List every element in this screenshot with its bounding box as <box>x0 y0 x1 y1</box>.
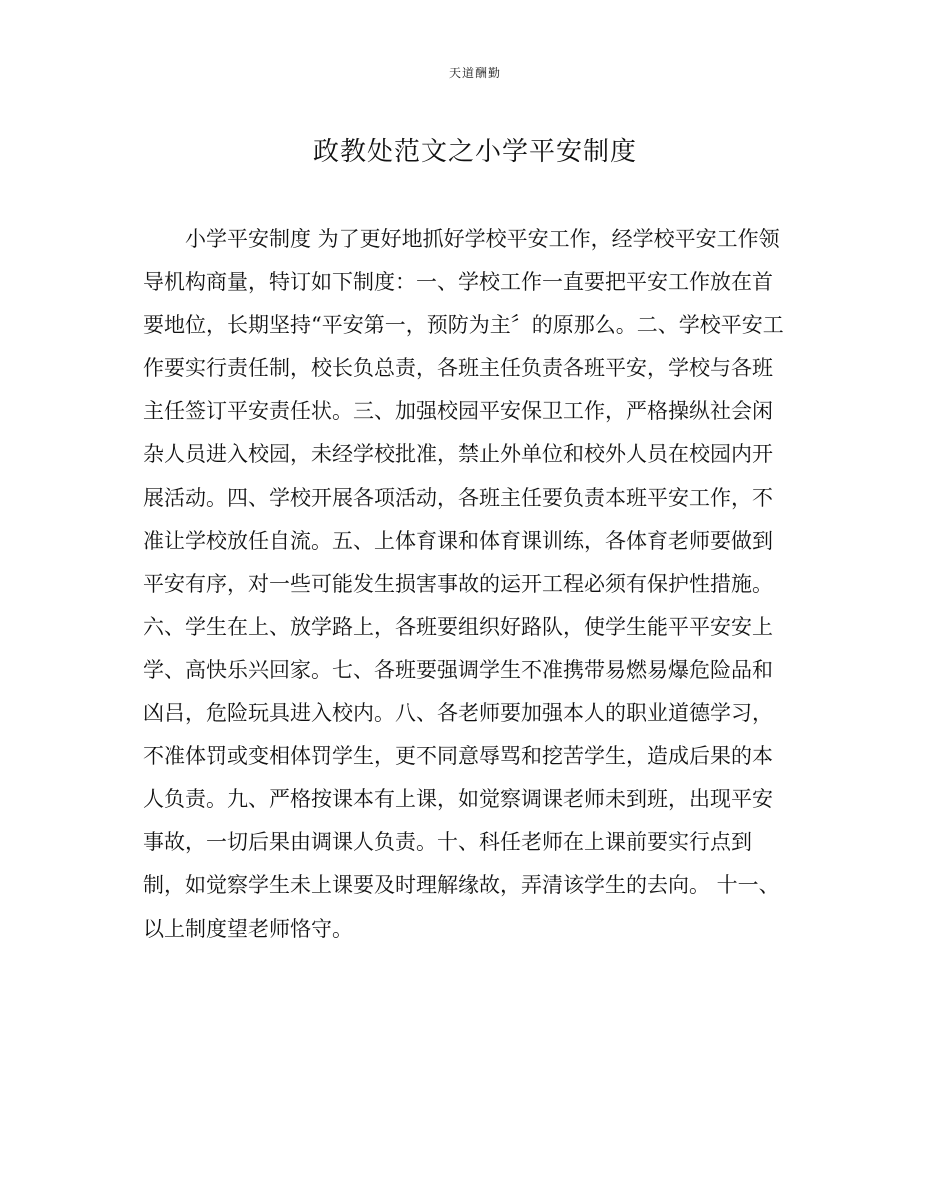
body-line: 制，如觉察学生未上课要及时理解缘故，弄清该学生的去向。 十一、 <box>143 873 780 898</box>
body-line: 六、学生在上、放学路上，各班要组织好路队，使学生能平平安安上 <box>143 614 773 639</box>
body-line: 作要实行责任制，校长负总责，各班主任负责各班平安，学校与各班 <box>143 356 773 381</box>
header-note: 天道酬勤 <box>448 66 501 80</box>
body-line: 要地位，长期坚持“平安第一，预防为主〞的原那么。二、学校平安工 <box>143 313 784 338</box>
body-line: 准让学校放任自流。五、上体育课和体育课训练，各体育老师要做到 <box>143 528 773 553</box>
body-line: 事故，一切后果由调课人负责。十、科任老师在上课前要实行点到 <box>143 830 752 855</box>
body-line: 平安有序，对一些可能发生损害事故的运开工程必须有保护性措施。 <box>143 571 773 596</box>
body-line: 杂人员进入校园，未经学校批准，禁止外单位和校外人员在校园内开 <box>143 442 773 467</box>
body-line: 导机构商量，特订如下制度：一、学校工作一直要把平安工作放在首 <box>143 270 773 295</box>
body-line: 展活动。四、学校开展各项活动，各班主任要负责本班平安工作，不 <box>143 485 773 510</box>
body-line: 不准体罚或变相体罚学生，更不同意辱骂和挖苦学生，造成后果的本 <box>143 744 773 769</box>
body-line: 小学平安制度 为了更好地抓好学校平安工作，经学校平安工作领 <box>185 227 780 251</box>
document-body <box>143 218 807 951</box>
page-title: 政教处范文之小学平安制度 <box>312 137 637 167</box>
body-line: 人负责。九、严格按课本有上课，如觉察调课老师未到班，出现平安 <box>143 787 773 812</box>
body-line: 学、高快乐兴回家。七、各班要强调学生不准携带易燃易爆危险品和 <box>143 657 773 682</box>
body-line: 以上制度望老师恪守。 <box>143 916 353 941</box>
body-line: 凶吕，危险玩具进入校内。八、各老师要加强本人的职业道德学习， <box>143 701 773 726</box>
body-line: 主任签订平安责任状。三、加强校园平安保卫工作，严格操纵社会闲 <box>143 399 773 424</box>
